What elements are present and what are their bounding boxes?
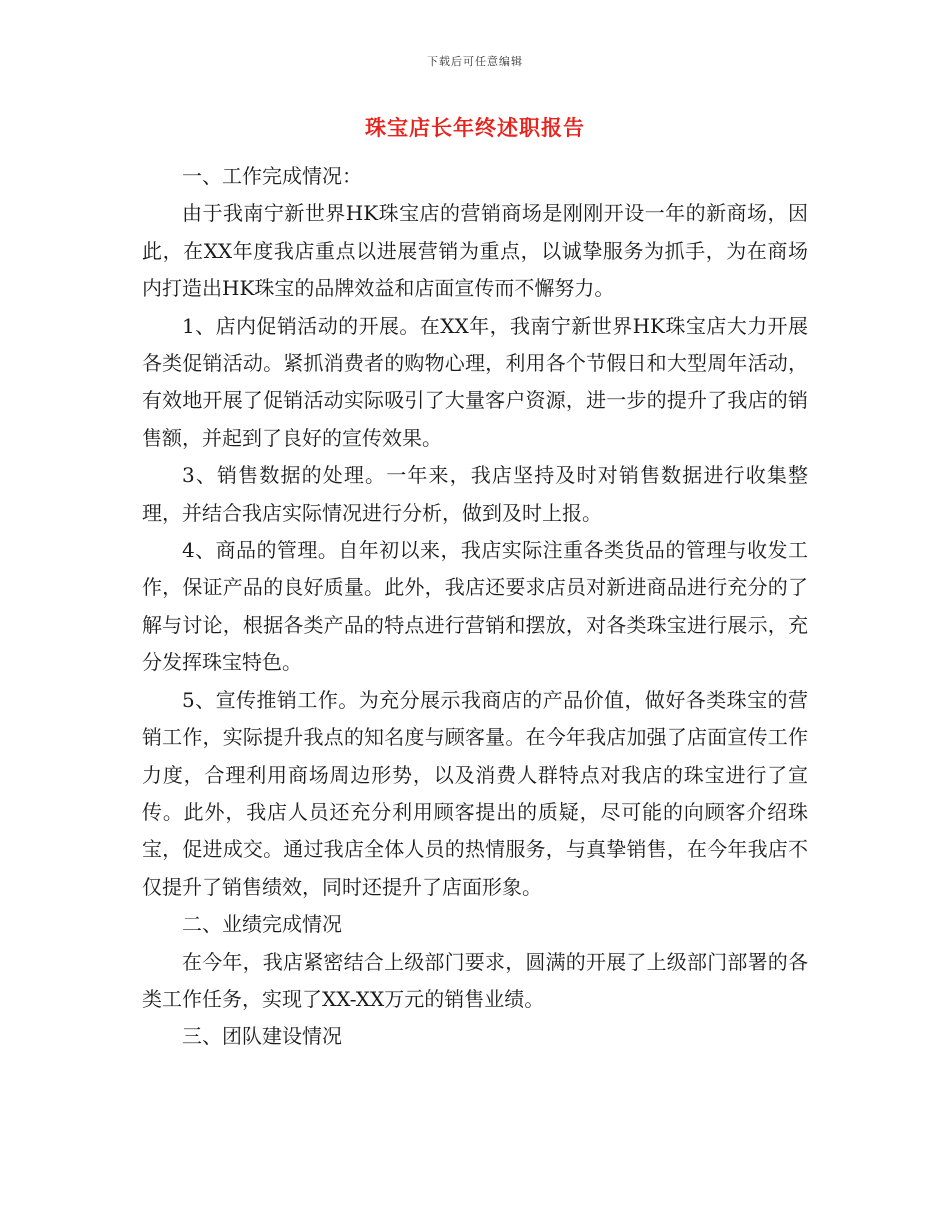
paragraph-sales-data: 3、销售数据的处理。一年来，我店坚持及时对销售数据进行收集整理，并结合我店实际情况进行分析，做到及时上报。 [142, 463, 808, 525]
section-heading-work-completion: 一、工作完成情况： [182, 164, 362, 188]
paragraph-promotion: 1、店内促销活动的开展。在XX年，我南宁新世界HK珠宝店大力开展各类促销活动。紧抓消费者的购物心理，利用各个节假日和大型周年活动，有效地开展了促销活动实际吸引了大量客户资源，进一步的提升了我店的销售额，并起到了良好的宣传效果。 [142, 313, 808, 450]
header-note: 下载后可任意编辑 [427, 55, 523, 68]
paragraph-publicity: 5、宣传推销工作。为充分展示我商店的产品价值，做好各类珠宝的营销工作，实际提升我点的知名度与顾客量。在今年我店加强了店面宣传工作力度，合理利用商场周边形势，以及消费人群特点对我店的珠宝进行了宣传。此外，我店人员还充分利用顾客提出的质疑，尽可能的向顾客介绍珠宝，促进成交。通过我店全体人员的热情服务，与真挚销售，在今年我店不仅提升了销售绩效，同时还提升了店面形象。 [142, 687, 808, 899]
paragraph-intro: 由于我南宁新世界HK珠宝店的营销商场是刚刚开设一年的新商场，因此，在XX年度我店重点以进展营销为重点，以诚挚服务为抓手，为在商场内打造出HK珠宝的品牌效益和店面宣传而不懈努力。 [142, 201, 808, 301]
paragraph-performance: 在今年，我店紧密结合上级部门要求，圆满的开展了上级部门部署的各类工作任务，实现了XX-XX万元的销售业绩。 [142, 949, 808, 1011]
document-title: 珠宝店长年终述职报告 [365, 115, 585, 140]
section-heading-performance: 二、业绩完成情况 [182, 912, 342, 937]
document-body [142, 158, 808, 1056]
paragraph-goods-management: 4、商品的管理。自年初以来，我店实际注重各类货品的管理与收发工作，保证产品的良好质量。此外，我店还要求店员对新进商品进行充分的了解与讨论，根据各类产品的特点进行营销和摆放，对各类珠宝进行展示，充分发挥珠宝特色。 [142, 538, 808, 675]
section-heading-team-building: 三、团队建设情况 [182, 1024, 342, 1049]
